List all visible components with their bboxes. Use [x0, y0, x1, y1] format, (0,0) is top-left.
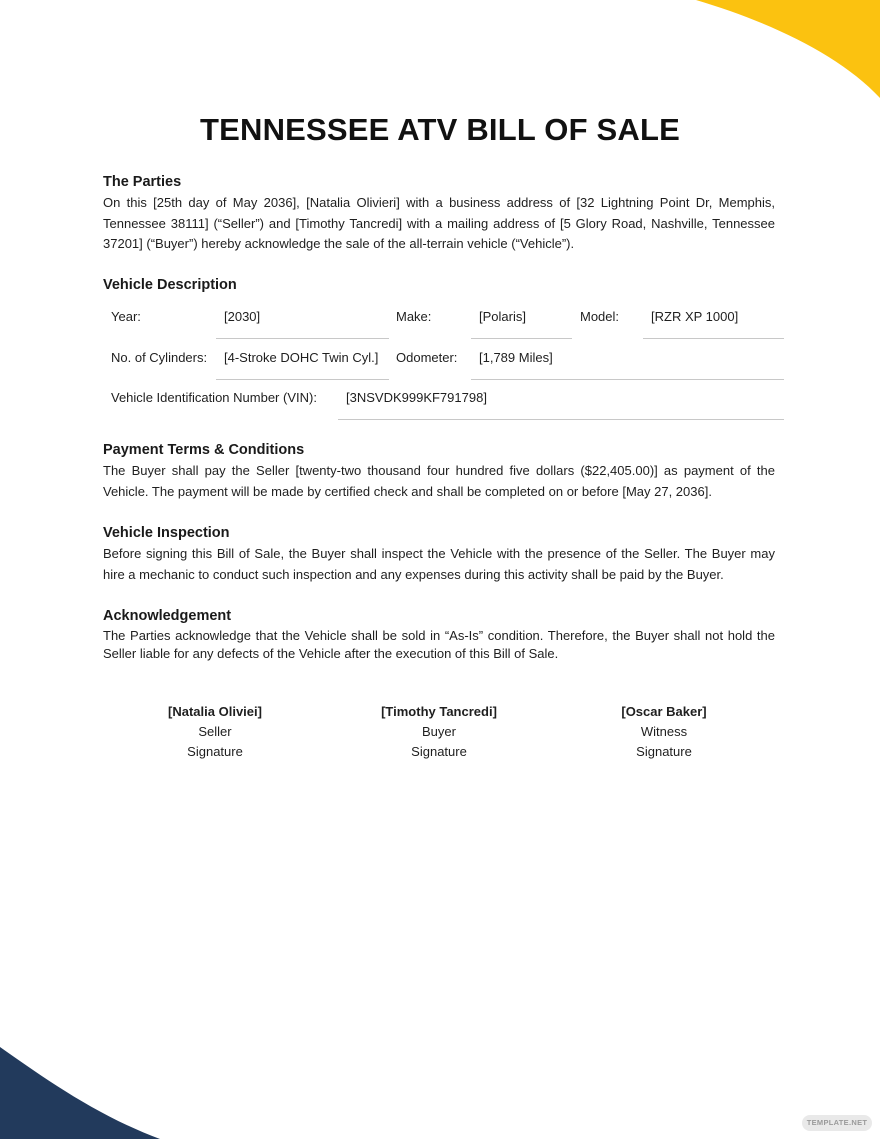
cylinders-label: No. of Cylinders:: [111, 350, 208, 365]
acknowledgement-heading: Acknowledgement: [103, 608, 232, 624]
acknowledgement-text: The Parties acknowledge that the Vehicle shall be sold in “As-Is” condition. Therefore, the Buyer shall not hold the Seller liable for any defects of the Vehicle after the execution of this Bill of Sale.: [103, 628, 775, 661]
vehicle-inspection-heading: Vehicle Inspection: [103, 525, 230, 541]
witness-name: [Oscar Baker]: [621, 704, 707, 719]
model-underline: [643, 338, 784, 339]
year-label: Year:: [111, 309, 141, 324]
seller-signature-label: Signature: [187, 744, 243, 759]
year-value: [2030]: [224, 309, 261, 324]
cylinders-value: [4-Stroke DOHC Twin Cyl.]: [224, 350, 379, 365]
payment-terms-heading: Payment Terms & Conditions: [103, 442, 305, 458]
odometer-underline: [471, 379, 784, 380]
seller-role: Seller: [198, 724, 232, 739]
seller-signature-block: [115, 702, 315, 762]
cylinders-underline: [216, 379, 389, 380]
model-label: Model:: [580, 309, 620, 324]
buyer-signature-block: [339, 702, 539, 762]
vehicle-description-heading: Vehicle Description: [103, 277, 237, 293]
top-right-yellow-swoosh: [696, 0, 880, 98]
buyer-signature-label: Signature: [411, 744, 467, 759]
vin-underline: [338, 419, 784, 420]
witness-role: Witness: [640, 724, 688, 739]
bottom-left-navy-swoosh: [0, 1047, 160, 1139]
vin-label: Vehicle Identification Number (VIN):: [111, 390, 317, 405]
witness-signature-label: Signature: [636, 744, 692, 759]
parties-text: On this [25th day of May 2036], [Natalia Olivieri] with a business address of [32 Lightning Point Dr, Memphis, Tennessee 38111] (“Seller”) and [Timothy Tancredi] with a mailing address of [5 Glory Road, Nashville, Tennessee 37201] (“Buyer”) hereby acknowledge the sale of the all-terrain vehicle (“Vehicle”).: [103, 195, 775, 251]
payment-terms-text: The Buyer shall pay the Seller [twenty-two thousand four hundred five dollars ($22,405.00)] as payment of the Vehicle. The payment will be made by certified check and shall be completed on or before [May 27, 2036].: [103, 463, 775, 499]
buyer-name: [Timothy Tancredi]: [381, 704, 497, 719]
vin-value: [3NSVDK999KF791798]: [346, 390, 487, 405]
make-underline: [471, 338, 572, 339]
year-underline: [216, 338, 389, 339]
buyer-role: Buyer: [422, 724, 456, 739]
witness-signature-block: [564, 702, 764, 762]
odometer-label: Odometer:: [396, 350, 458, 365]
seller-name: [Natalia Oliviei]: [168, 704, 262, 719]
parties-heading: The Parties: [103, 174, 182, 190]
model-value: [RZR XP 1000]: [651, 309, 739, 324]
vehicle-inspection-text: Before signing this Bill of Sale, the Buyer shall inspect the Vehicle with the presence of the Seller. The Buyer may hire a mechanic to conduct such inspection and any expenses during this activity shall be paid by the Buyer.: [103, 546, 775, 582]
make-value: [Polaris]: [479, 309, 526, 324]
make-label: Make:: [396, 309, 432, 324]
page-title: TENNESSEE ATV BILL OF SALE: [199, 112, 680, 147]
template-watermark[interactable]: TEMPLATE.NET: [802, 1115, 872, 1131]
odometer-value: [1,789 Miles]: [479, 350, 553, 365]
